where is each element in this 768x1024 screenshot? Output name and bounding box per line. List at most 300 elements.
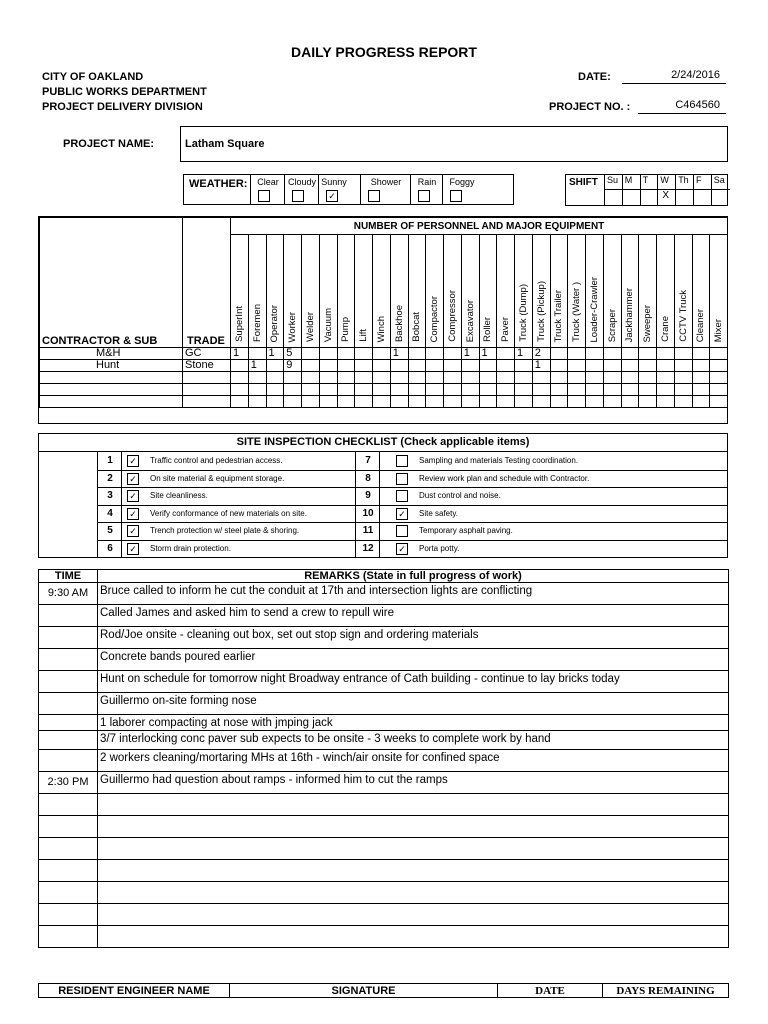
equipment-count-cell[interactable] <box>603 384 621 396</box>
signature-header[interactable]: SIGNATURE <box>230 984 498 998</box>
equipment-count-cell[interactable] <box>373 360 391 372</box>
remarks-header: REMARKS (State in full progress of work) <box>98 570 729 583</box>
equipment-column-header <box>266 235 284 348</box>
remark-text-cell[interactable]: 2 workers cleaning/mortaring MHs at 16th - winch/air onsite for confined space <box>98 750 729 772</box>
equipment-count-cell[interactable] <box>657 372 675 384</box>
equipment-count-cell[interactable] <box>266 396 284 408</box>
equipment-count-cell[interactable] <box>444 372 462 384</box>
weather-checkbox[interactable] <box>368 190 380 202</box>
equipment-count-cell[interactable] <box>550 396 568 408</box>
equipment-count-cell[interactable] <box>390 396 408 408</box>
equipment-count-cell[interactable] <box>639 384 657 396</box>
equipment-count-cell[interactable] <box>266 384 284 396</box>
equipment-count-cell[interactable] <box>319 372 337 384</box>
equipment-count-cell[interactable] <box>603 348 621 360</box>
equipment-count-cell[interactable] <box>550 360 568 372</box>
remark-text-cell[interactable]: Rod/Joe onsite - cleaning out box, set out stop sign and ordering materials <box>98 627 729 649</box>
equipment-count-cell[interactable] <box>319 360 337 372</box>
remark-time-cell[interactable] <box>39 715 98 731</box>
equipment-count-cell[interactable] <box>639 360 657 372</box>
remark-text-cell[interactable]: Bruce called to inform he cut the conduit at 17th and intersection lights are conflicting <box>98 583 729 605</box>
equipment-count-cell[interactable] <box>355 360 373 372</box>
remark-time-cell[interactable] <box>39 605 98 627</box>
equipment-count-cell[interactable] <box>284 372 302 384</box>
checklist-checkbox[interactable]: ✓ <box>127 455 139 467</box>
equipment-count-cell[interactable] <box>692 348 710 360</box>
equipment-count-cell[interactable] <box>674 372 692 384</box>
equipment-count-cell[interactable] <box>710 396 728 408</box>
equipment-row <box>40 360 728 372</box>
equipment-column-label: Compressor <box>446 290 458 342</box>
equipment-column-label: Truck (Pickup) <box>535 281 547 342</box>
weather-checkbox[interactable] <box>258 190 270 202</box>
equipment-column-header <box>639 235 657 348</box>
equipment-column-label: Loader-Crawler <box>588 276 600 342</box>
checklist-checkbox[interactable] <box>396 490 408 502</box>
equipment-count-cell[interactable] <box>408 384 426 396</box>
checklist-number: 9 <box>355 487 380 505</box>
equipment-count-cell[interactable] <box>568 396 586 408</box>
remark-time-cell[interactable] <box>39 693 98 715</box>
equipment-count-cell[interactable] <box>408 396 426 408</box>
checklist-number: 11 <box>355 522 380 540</box>
equipment-count-cell[interactable] <box>302 396 320 408</box>
equipment-count-cell[interactable] <box>337 384 355 396</box>
equipment-count-cell[interactable] <box>319 348 337 360</box>
equipment-column-label: Foremen <box>251 303 263 342</box>
remark-text-cell[interactable]: 3/7 interlocking conc paver sub expects to be onsite - 3 weeks to complete work by hand <box>98 731 729 750</box>
remark-time-cell[interactable] <box>39 926 98 948</box>
equipment-row <box>40 372 728 384</box>
equipment-column-header <box>461 235 479 348</box>
equipment-column-label: Paver <box>500 317 512 342</box>
contractor-cell[interactable] <box>40 372 183 384</box>
weather-option-label: Cloudy <box>287 177 316 187</box>
remark-text-cell[interactable] <box>98 794 729 816</box>
weather-option <box>410 175 443 204</box>
equipment-count-cell[interactable] <box>337 360 355 372</box>
equipment-count-cell[interactable] <box>461 360 479 372</box>
equipment-count-cell[interactable] <box>461 396 479 408</box>
shift-day-label: T <box>641 175 659 190</box>
equipment-count-cell[interactable] <box>479 384 497 396</box>
remarks-row <box>39 926 729 948</box>
remark-time-cell[interactable] <box>39 882 98 904</box>
equipment-count-cell[interactable] <box>231 396 249 408</box>
checklist-number: 3 <box>97 487 122 505</box>
remark-time-cell[interactable] <box>39 731 98 750</box>
equipment-count-cell[interactable] <box>568 372 586 384</box>
remarks-row <box>39 649 729 671</box>
equipment-column-label: Worker <box>287 311 299 342</box>
equipment-count-cell[interactable] <box>586 396 604 408</box>
remark-time-cell[interactable] <box>39 838 98 860</box>
remark-time-cell[interactable] <box>39 649 98 671</box>
equipment-count-cell[interactable] <box>657 384 675 396</box>
remarks-row <box>39 816 729 838</box>
shift-day[interactable] <box>693 175 712 205</box>
shift-day-mark: X <box>662 190 670 201</box>
equipment-column-label: Truck Trailer <box>553 289 565 342</box>
equipment-count-cell[interactable] <box>408 372 426 384</box>
equipment-column-header <box>231 235 249 348</box>
equipment-count-cell[interactable] <box>426 396 444 408</box>
equipment-count-cell[interactable] <box>426 384 444 396</box>
equipment-count-cell[interactable] <box>657 360 675 372</box>
trade-cell[interactable]: GC <box>183 348 231 360</box>
equipment-count-cell[interactable] <box>550 384 568 396</box>
equipment-column-header <box>497 235 515 348</box>
checklist-item-text: On site material & equipment storage. <box>150 473 285 483</box>
equipment-count-cell[interactable] <box>710 384 728 396</box>
project-name-field[interactable] <box>180 126 728 162</box>
checklist-divider <box>355 522 727 523</box>
equipment-count-cell[interactable] <box>586 384 604 396</box>
equipment-count-cell[interactable] <box>426 360 444 372</box>
equipment-column-label: Vacuum <box>322 307 334 342</box>
weather-option-label: Shower <box>370 177 402 187</box>
equipment-count-cell[interactable]: 1 <box>461 348 479 360</box>
equipment-count-cell[interactable] <box>373 372 391 384</box>
remark-text-cell[interactable] <box>98 838 729 860</box>
equipment-count-cell[interactable] <box>603 396 621 408</box>
equipment-count-cell[interactable] <box>355 372 373 384</box>
checklist-item-text: Trench protection w/ steel plate & shoring. <box>150 526 300 535</box>
equipment-count-cell[interactable]: 9 <box>284 360 302 372</box>
equipment-count-cell[interactable] <box>231 384 249 396</box>
remark-time-cell[interactable] <box>39 794 98 816</box>
equipment-column-header <box>479 235 497 348</box>
remark-text-cell[interactable]: Guillermo on-site forming nose <box>98 693 729 715</box>
checklist-checkbox[interactable] <box>396 455 408 467</box>
equipment-count-cell[interactable] <box>444 360 462 372</box>
trade-cell[interactable]: Stone <box>183 360 231 372</box>
signature-table <box>38 983 729 998</box>
equipment-count-cell[interactable] <box>479 372 497 384</box>
equipment-count-cell[interactable] <box>248 396 266 408</box>
equipment-column-label: Roller <box>482 317 494 342</box>
trade-cell[interactable] <box>183 396 231 408</box>
remark-text-cell[interactable]: Guillermo had question about ramps - informed him to cut the ramps <box>98 772 729 794</box>
equipment-count-cell[interactable] <box>710 348 728 360</box>
equipment-column-label: Welder <box>304 312 316 342</box>
equipment-count-cell[interactable] <box>657 396 675 408</box>
equipment-count-cell[interactable] <box>444 396 462 408</box>
equipment-section <box>38 216 728 424</box>
checklist-checkbox[interactable]: ✓ <box>127 490 139 502</box>
equipment-count-cell[interactable] <box>408 360 426 372</box>
equipment-count-cell[interactable] <box>355 384 373 396</box>
equipment-count-cell[interactable] <box>444 384 462 396</box>
equipment-column-header <box>444 235 462 348</box>
checklist-checkbox[interactable] <box>396 473 408 485</box>
equipment-count-cell[interactable]: 1 <box>266 348 284 360</box>
date-field[interactable]: 2/24/2016 <box>622 69 726 84</box>
equipment-count-cell[interactable] <box>337 396 355 408</box>
equipment-column-header <box>390 235 408 348</box>
equipment-count-cell[interactable] <box>497 384 515 396</box>
checklist-number: 10 <box>355 505 380 523</box>
shift-day-label: Th <box>676 175 694 190</box>
equipment-count-cell[interactable] <box>355 396 373 408</box>
equipment-count-cell[interactable] <box>337 348 355 360</box>
equipment-count-cell[interactable] <box>568 348 586 360</box>
equipment-column-label: Crane <box>659 316 671 342</box>
equipment-count-cell[interactable] <box>497 396 515 408</box>
equipment-count-cell[interactable] <box>515 384 533 396</box>
equipment-count-cell[interactable] <box>231 372 249 384</box>
equipment-count-cell[interactable] <box>319 384 337 396</box>
equipment-table <box>39 217 728 408</box>
equipment-count-cell[interactable] <box>426 348 444 360</box>
equipment-count-cell[interactable] <box>692 360 710 372</box>
equipment-count-cell[interactable] <box>426 372 444 384</box>
equipment-count-cell[interactable] <box>657 348 675 360</box>
equipment-count-cell[interactable] <box>302 348 320 360</box>
weather-option <box>318 175 349 204</box>
remark-time-cell[interactable]: 2:30 PM <box>39 772 98 794</box>
checklist-checkbox[interactable]: ✓ <box>127 543 139 555</box>
shift-day-label: W <box>658 175 676 190</box>
equipment-column-header <box>710 235 728 348</box>
checklist-checkbox[interactable]: ✓ <box>127 508 139 520</box>
equipment-count-cell[interactable] <box>231 360 249 372</box>
checklist-checkbox[interactable]: ✓ <box>127 473 139 485</box>
shift-day[interactable] <box>657 175 676 205</box>
equipment-count-cell[interactable] <box>692 372 710 384</box>
equipment-count-cell[interactable] <box>302 360 320 372</box>
equipment-count-cell[interactable] <box>373 384 391 396</box>
equipment-count-cell[interactable]: 1 <box>231 348 249 360</box>
equipment-count-cell[interactable] <box>266 372 284 384</box>
org-line: PUBLIC WORKS DEPARTMENT <box>42 86 207 98</box>
equipment-column-label: Compactor <box>429 295 441 342</box>
equipment-row <box>40 348 728 360</box>
equipment-column-header <box>692 235 710 348</box>
project-no-field[interactable]: C464560 <box>638 99 726 114</box>
equipment-count-cell[interactable]: 1 <box>532 360 550 372</box>
equipment-count-cell[interactable]: 1 <box>248 360 266 372</box>
date-label: DATE: <box>578 71 611 83</box>
equipment-count-cell[interactable] <box>497 360 515 372</box>
equipment-count-cell[interactable] <box>639 396 657 408</box>
trade-header: TRADE <box>183 218 231 348</box>
checklist-item-text: Storm drain protection. <box>150 543 231 553</box>
checklist-checkbox[interactable]: ✓ <box>396 508 408 520</box>
equipment-count-cell[interactable] <box>284 384 302 396</box>
equipment-count-cell[interactable] <box>674 384 692 396</box>
remark-text-cell[interactable]: Hunt on schedule for tomorrow night Broadway entrance of Cath building - continue to lay bricks today <box>98 671 729 693</box>
checklist-checkbox[interactable]: ✓ <box>127 525 139 537</box>
remark-text-cell[interactable] <box>98 926 729 948</box>
equipment-count-cell[interactable] <box>461 372 479 384</box>
checklist-column-divider <box>121 452 122 557</box>
equipment-count-cell[interactable] <box>390 384 408 396</box>
equipment-count-cell[interactable] <box>515 372 533 384</box>
remark-text-cell[interactable]: Called James and asked him to send a crew to repull wire <box>98 605 729 627</box>
equipment-count-cell[interactable] <box>248 372 266 384</box>
checklist-number: 12 <box>355 540 380 558</box>
equipment-count-cell[interactable] <box>674 396 692 408</box>
checklist-checkbox[interactable]: ✓ <box>396 543 408 555</box>
remark-text-cell[interactable] <box>98 904 729 926</box>
remark-text-cell[interactable]: Concrete bands poured earlier <box>98 649 729 671</box>
checklist-item-text: Traffic control and pedestrian access. <box>150 456 283 465</box>
equipment-count-cell[interactable] <box>390 360 408 372</box>
equipment-count-cell[interactable] <box>674 360 692 372</box>
equipment-count-cell[interactable] <box>621 360 639 372</box>
remark-text-cell[interactable]: 1 laborer compacting at nose with jmping jack <box>98 715 729 731</box>
equipment-count-cell[interactable] <box>390 372 408 384</box>
shift-day[interactable] <box>622 175 641 205</box>
equipment-count-cell[interactable] <box>302 384 320 396</box>
remarks-row <box>39 627 729 649</box>
remark-text-cell[interactable] <box>98 882 729 904</box>
equipment-count-cell[interactable] <box>603 372 621 384</box>
equipment-count-cell[interactable]: 1 <box>479 348 497 360</box>
remark-time-cell[interactable] <box>39 750 98 772</box>
equipment-count-cell[interactable] <box>586 360 604 372</box>
equipment-count-cell[interactable] <box>639 372 657 384</box>
equipment-count-cell[interactable] <box>355 348 373 360</box>
equipment-count-cell[interactable] <box>674 348 692 360</box>
equipment-column-header <box>302 235 320 348</box>
equipment-count-cell[interactable] <box>479 396 497 408</box>
equipment-count-cell[interactable] <box>532 396 550 408</box>
weather-checkbox[interactable]: ✓ <box>326 190 338 202</box>
equipment-count-cell[interactable] <box>568 384 586 396</box>
shift-day[interactable] <box>675 175 694 205</box>
equipment-count-cell[interactable] <box>603 360 621 372</box>
equipment-column-label: SuperInt <box>233 306 245 342</box>
remark-text-cell[interactable] <box>98 816 729 838</box>
equipment-column-label: Bobcat <box>411 312 423 342</box>
equipment-count-cell[interactable]: 2 <box>532 348 550 360</box>
equipment-count-cell[interactable] <box>639 348 657 360</box>
remarks-row <box>39 583 729 605</box>
equipment-count-cell[interactable] <box>461 384 479 396</box>
equipment-count-cell[interactable] <box>550 372 568 384</box>
equipment-count-cell[interactable] <box>337 372 355 384</box>
weather-checkbox[interactable] <box>450 190 462 202</box>
remark-time-cell[interactable] <box>39 904 98 926</box>
equipment-column-label: Jackhammer <box>624 287 636 342</box>
shift-day[interactable] <box>640 175 659 205</box>
shift-day[interactable] <box>604 175 623 205</box>
shift-day[interactable] <box>711 175 730 205</box>
equipment-count-cell[interactable] <box>266 360 284 372</box>
weather-checkbox[interactable] <box>292 190 304 202</box>
equipment-count-cell[interactable] <box>621 372 639 384</box>
time-header: TIME <box>39 570 98 583</box>
equipment-count-cell[interactable] <box>586 372 604 384</box>
equipment-count-cell[interactable] <box>373 396 391 408</box>
equipment-count-cell[interactable] <box>710 360 728 372</box>
equipment-count-cell[interactable] <box>532 384 550 396</box>
weather-option <box>284 175 319 204</box>
equipment-count-cell[interactable] <box>621 396 639 408</box>
checklist-divider <box>355 540 727 541</box>
remark-time-cell[interactable] <box>39 860 98 882</box>
equipment-column-header <box>408 235 426 348</box>
remark-time-cell[interactable] <box>39 671 98 693</box>
equipment-count-cell[interactable] <box>515 360 533 372</box>
equipment-count-cell[interactable] <box>710 372 728 384</box>
equipment-count-cell[interactable] <box>692 396 710 408</box>
weather-checkbox[interactable] <box>418 190 430 202</box>
contractor-cell[interactable]: Hunt <box>40 360 183 372</box>
contractor-cell[interactable] <box>40 384 183 396</box>
equipment-column-label: Operator <box>269 304 281 342</box>
equipment-count-cell[interactable] <box>515 396 533 408</box>
days-remaining-header[interactable]: DAYS REMAINING <box>603 984 729 998</box>
checklist-item-text: Site safety. <box>419 508 458 518</box>
equipment-column-header <box>337 235 355 348</box>
equipment-column-label: Truck (Dump) <box>517 284 529 342</box>
remark-time-cell[interactable] <box>39 816 98 838</box>
shift-day-label: M <box>623 175 641 190</box>
equipment-count-cell[interactable] <box>621 348 639 360</box>
equipment-column-header <box>568 235 586 348</box>
equipment-row <box>40 396 728 408</box>
contractor-cell[interactable]: M&H <box>40 348 183 360</box>
equipment-count-cell[interactable] <box>248 348 266 360</box>
checklist-number: 2 <box>97 470 122 488</box>
equipment-count-cell[interactable] <box>497 348 515 360</box>
equipment-count-cell[interactable] <box>550 348 568 360</box>
checklist-number: 7 <box>355 452 380 470</box>
equipment-count-cell[interactable] <box>497 372 515 384</box>
shift-day-label: F <box>694 175 712 190</box>
remark-time-cell[interactable]: 9:30 AM <box>39 583 98 605</box>
contractor-header: CONTRACTOR & SUB <box>40 218 183 348</box>
trade-cell[interactable] <box>183 372 231 384</box>
remarks-row <box>39 838 729 860</box>
equipment-count-cell[interactable] <box>408 348 426 360</box>
equipment-count-cell[interactable] <box>248 384 266 396</box>
remarks-row <box>39 882 729 904</box>
equipment-count-cell[interactable] <box>373 348 391 360</box>
report-title: DAILY PROGRESS REPORT <box>291 44 477 60</box>
equipment-count-cell[interactable] <box>586 348 604 360</box>
project-name-value: Latham Square <box>185 138 265 150</box>
trade-cell[interactable] <box>183 384 231 396</box>
equipment-count-cell[interactable]: 1 <box>515 348 533 360</box>
equipment-count-cell[interactable] <box>568 360 586 372</box>
remark-text-cell[interactable] <box>98 860 729 882</box>
weather-option <box>442 175 481 204</box>
equipment-count-cell[interactable] <box>692 384 710 396</box>
equipment-count-cell[interactable] <box>532 372 550 384</box>
contractor-cell[interactable] <box>40 396 183 408</box>
checklist-number: 5 <box>97 522 122 540</box>
equipment-column-label: Sweeper <box>642 304 654 342</box>
equipment-count-cell[interactable] <box>319 396 337 408</box>
resident-engineer-name-header[interactable]: RESIDENT ENGINEER NAME <box>39 984 230 998</box>
equipment-column-label: Winch <box>375 315 387 342</box>
equipment-count-cell[interactable] <box>284 396 302 408</box>
equipment-count-cell[interactable] <box>479 360 497 372</box>
checklist-checkbox[interactable] <box>396 525 408 537</box>
remark-time-cell[interactable] <box>39 627 98 649</box>
equipment-count-cell[interactable]: 1 <box>390 348 408 360</box>
equipment-count-cell[interactable]: 5 <box>284 348 302 360</box>
equipment-count-cell[interactable] <box>621 384 639 396</box>
equipment-count-cell[interactable] <box>444 348 462 360</box>
date-header[interactable]: DATE <box>498 984 603 998</box>
equipment-column-label: Excavator <box>464 299 476 342</box>
equipment-count-cell[interactable] <box>302 372 320 384</box>
